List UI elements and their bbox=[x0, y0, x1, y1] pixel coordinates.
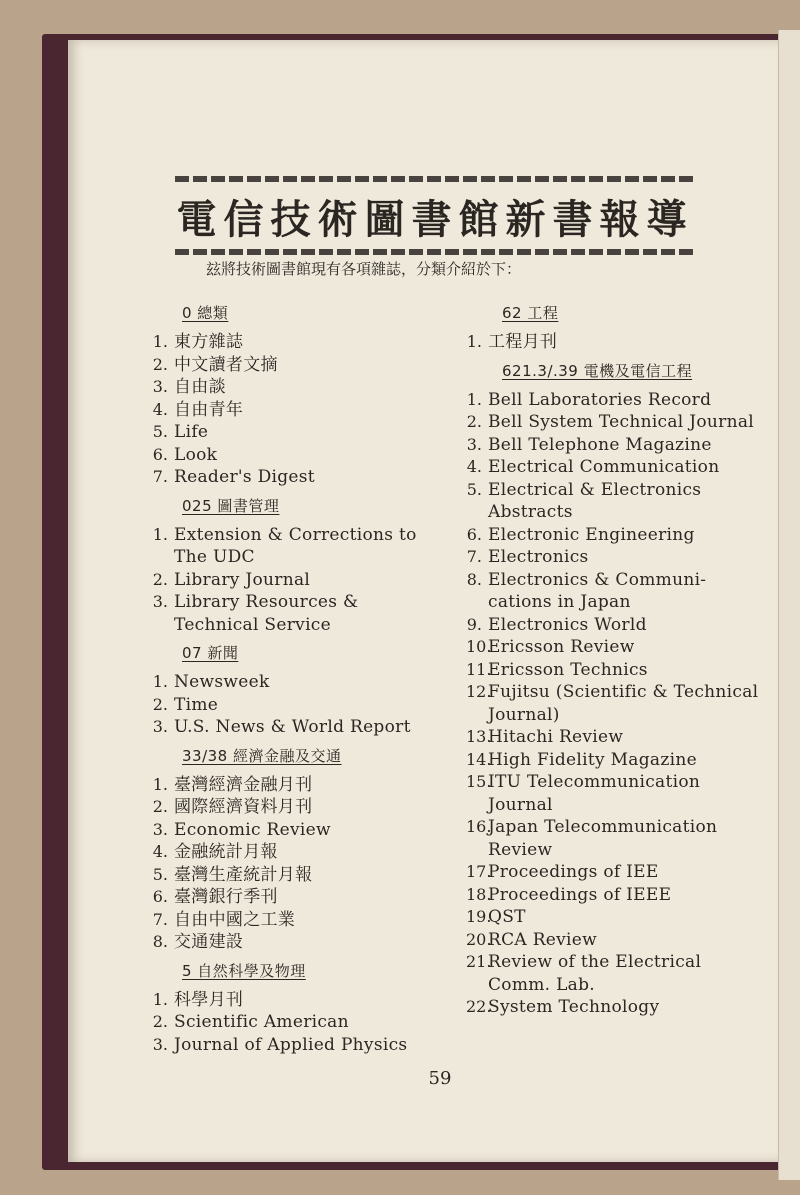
item-number: 11. bbox=[466, 659, 492, 679]
list-item bbox=[146, 1011, 436, 1034]
item-number: 1. bbox=[466, 389, 482, 409]
item-title: Look bbox=[174, 444, 218, 465]
item-number: 3. bbox=[466, 434, 482, 454]
item-title: Library Resources & Technical Service bbox=[174, 592, 359, 635]
item-number: 6. bbox=[152, 444, 168, 464]
item-number: 1. bbox=[466, 332, 482, 351]
list-item bbox=[146, 989, 436, 1012]
item-number: 9. bbox=[466, 614, 482, 634]
item-title: Life bbox=[174, 422, 209, 442]
item-number: 2. bbox=[466, 412, 482, 431]
item-number: 20. bbox=[466, 929, 492, 949]
item-title: 臺灣經濟金融月刊 bbox=[174, 774, 313, 795]
item-title: 東方雜誌 bbox=[174, 332, 244, 352]
list-item bbox=[146, 569, 436, 592]
item-title: Ericsson Technics bbox=[488, 659, 648, 680]
item-title: Time bbox=[174, 694, 219, 715]
item-number: 13. bbox=[466, 727, 492, 746]
item-title: 科學月刊 bbox=[174, 989, 244, 1010]
list-item bbox=[146, 444, 436, 467]
item-number: 10. bbox=[466, 637, 492, 656]
list-item bbox=[466, 659, 766, 682]
item-title: Japan Telecommunication Review bbox=[488, 817, 718, 860]
bottom-divider bbox=[175, 249, 695, 255]
item-number: 4. bbox=[466, 457, 482, 476]
item-title: 自由青年 bbox=[174, 399, 244, 420]
list-item bbox=[466, 816, 766, 861]
item-number: 2. bbox=[152, 1012, 168, 1031]
list-item bbox=[466, 434, 766, 457]
item-title: Scientific American bbox=[174, 1012, 349, 1032]
category-heading: 5 自然科學及物理 bbox=[182, 961, 306, 980]
item-title: Proceedings of IEE bbox=[488, 862, 659, 882]
item-number: 5. bbox=[152, 864, 168, 884]
item-title: Electronics & Communi-cations in Japan bbox=[488, 569, 707, 612]
item-number: 1. bbox=[152, 989, 168, 1009]
list-item bbox=[466, 524, 766, 547]
item-title: QST bbox=[488, 907, 526, 927]
item-title: Review of the Electrical Comm. Lab. bbox=[488, 952, 702, 995]
item-title: Electronics bbox=[488, 547, 589, 567]
item-title: RCA Review bbox=[488, 929, 598, 950]
adjacent-page-edge bbox=[778, 30, 800, 1180]
list-item bbox=[466, 411, 766, 434]
item-number: 8. bbox=[152, 932, 168, 951]
item-number: 3. bbox=[152, 1034, 168, 1054]
list-item bbox=[146, 399, 436, 422]
page-number: 59 bbox=[428, 1068, 452, 1089]
item-number: 3. bbox=[152, 819, 168, 839]
list-item bbox=[466, 726, 766, 749]
item-number: 4. bbox=[152, 399, 168, 419]
item-title: Electrical & Electronics Abstracts bbox=[488, 479, 702, 522]
list-item bbox=[146, 931, 436, 954]
item-number: 5. bbox=[466, 479, 482, 499]
list-item bbox=[146, 591, 436, 636]
list-item bbox=[466, 614, 766, 637]
list-item bbox=[146, 331, 436, 354]
item-title: Journal of Applied Physics bbox=[174, 1034, 408, 1055]
list-item bbox=[146, 886, 436, 909]
item-title: Fujitsu (Scientific & Technical Journal) bbox=[488, 682, 759, 725]
item-number: 1. bbox=[152, 774, 168, 794]
item-number: 1. bbox=[152, 672, 168, 691]
item-title: Proceedings of IEEE bbox=[488, 884, 672, 905]
list-item bbox=[146, 466, 436, 489]
item-title: 交通建設 bbox=[174, 932, 244, 952]
list-item bbox=[146, 694, 436, 717]
item-title: Ericsson Review bbox=[488, 637, 635, 657]
item-title: Bell Laboratories Record bbox=[488, 389, 712, 410]
item-title: Electrical Communication bbox=[488, 457, 720, 477]
category-heading: 0 總類 bbox=[182, 304, 229, 322]
item-title: Library Journal bbox=[174, 569, 311, 590]
item-title: Reader's Digest bbox=[174, 467, 315, 487]
list-item bbox=[466, 929, 766, 952]
left-column bbox=[146, 296, 436, 1056]
list-item bbox=[466, 884, 766, 907]
item-title: 臺灣銀行季刊 bbox=[174, 887, 278, 907]
item-title: U.S. News & World Report bbox=[174, 717, 411, 737]
list-item bbox=[146, 819, 436, 842]
item-number: 3. bbox=[152, 592, 168, 611]
list-item bbox=[146, 354, 436, 377]
item-number: 6. bbox=[466, 524, 482, 544]
item-title: Hitachi Review bbox=[488, 727, 624, 747]
item-number: 14. bbox=[466, 749, 492, 769]
list-item bbox=[146, 796, 436, 819]
item-number: 1. bbox=[152, 524, 168, 544]
list-item bbox=[146, 1034, 436, 1057]
item-number: 1. bbox=[152, 332, 168, 351]
item-number: 3. bbox=[152, 377, 168, 396]
list-item bbox=[466, 861, 766, 884]
item-title: Bell System Technical Journal bbox=[488, 412, 754, 432]
list-item bbox=[146, 524, 436, 569]
category-heading: 621.3/.39 電機及電信工程 bbox=[502, 361, 693, 380]
list-item bbox=[146, 841, 436, 864]
list-item bbox=[466, 456, 766, 479]
list-item bbox=[466, 569, 766, 614]
item-number: 7. bbox=[152, 909, 168, 929]
list-item bbox=[146, 774, 436, 797]
header bbox=[175, 176, 695, 255]
item-number: 3. bbox=[152, 717, 168, 736]
list-item bbox=[146, 864, 436, 887]
item-number: 7. bbox=[152, 467, 168, 486]
page-title: 電信技術圖書館新書報導 bbox=[176, 196, 694, 243]
item-title: 中文讀者文摘 bbox=[174, 354, 278, 375]
category-heading: 33/38 經濟金融及交通 bbox=[182, 746, 342, 765]
item-number: 8. bbox=[466, 569, 482, 589]
list-item bbox=[466, 749, 766, 772]
item-title: Extension & Corrections to The UDC bbox=[174, 524, 417, 567]
item-number: 2. bbox=[152, 354, 168, 374]
list-item bbox=[146, 421, 436, 444]
item-number: 18. bbox=[466, 884, 492, 904]
item-number: 2. bbox=[152, 694, 168, 714]
item-title: ITU Telecommunication Journal bbox=[488, 772, 701, 815]
list-item bbox=[466, 546, 766, 569]
intro-text: 玆將技術圖書館現有各項雜誌，分類介紹於下： bbox=[206, 260, 522, 278]
item-number: 6. bbox=[152, 887, 168, 906]
item-number: 22. bbox=[466, 997, 492, 1016]
item-number: 19. bbox=[466, 907, 492, 926]
item-title: High Fidelity Magazine bbox=[488, 749, 697, 770]
item-number: 5. bbox=[152, 422, 168, 441]
item-title: 臺灣生產統計月報 bbox=[174, 864, 313, 885]
category-heading: 07 新聞 bbox=[182, 644, 239, 662]
list-item bbox=[466, 479, 766, 524]
item-title: 自由談 bbox=[174, 377, 226, 397]
list-item bbox=[146, 716, 436, 739]
top-divider bbox=[175, 176, 695, 182]
item-title: 自由中國之工業 bbox=[174, 909, 296, 930]
item-number: 12. bbox=[466, 682, 492, 701]
item-title: Economic Review bbox=[174, 819, 331, 840]
list-item bbox=[466, 681, 766, 726]
right-column bbox=[466, 296, 766, 1019]
item-number: 2. bbox=[152, 797, 168, 816]
list-item bbox=[146, 671, 436, 694]
category-heading: 025 圖書管理 bbox=[182, 496, 280, 515]
item-title: Bell Telephone Magazine bbox=[488, 434, 712, 455]
item-title: 國際經濟資料月刊 bbox=[174, 797, 313, 817]
list-item bbox=[466, 771, 766, 816]
item-number: 7. bbox=[466, 547, 482, 566]
item-number: 21. bbox=[466, 952, 492, 971]
list-item bbox=[466, 906, 766, 929]
list-item bbox=[466, 389, 766, 412]
category-heading: 62 工程 bbox=[502, 304, 559, 322]
item-number: 17. bbox=[466, 862, 492, 881]
item-title: Electronic Engineering bbox=[488, 524, 695, 545]
item-number: 16. bbox=[466, 817, 492, 836]
list-item bbox=[146, 909, 436, 932]
list-item bbox=[466, 636, 766, 659]
list-item bbox=[466, 996, 766, 1019]
list-item bbox=[466, 951, 766, 996]
item-title: 工程月刊 bbox=[488, 332, 558, 352]
item-number: 15. bbox=[466, 772, 492, 791]
item-title: Newsweek bbox=[174, 672, 270, 692]
item-title: Electronics World bbox=[488, 614, 647, 635]
item-number: 4. bbox=[152, 842, 168, 861]
item-number: 2. bbox=[152, 569, 168, 589]
item-title: System Technology bbox=[488, 997, 660, 1017]
list-item bbox=[146, 376, 436, 399]
list-item bbox=[466, 331, 766, 354]
item-title: 金融統計月報 bbox=[174, 842, 278, 862]
